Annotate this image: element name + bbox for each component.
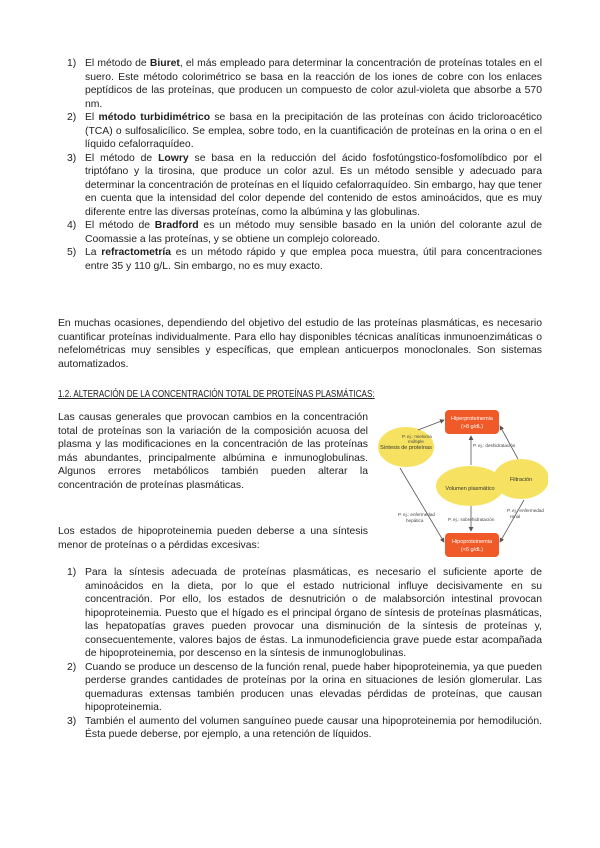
- hypoproteinemia-box: [445, 533, 499, 557]
- note-liver-disease-2: hepática: [406, 518, 424, 523]
- list-item: 3) El método de Lowry se basa en la reducción del ácido fosfotúngstico-fosfomolíbdico por el triptófano y la tirosina, que produce un color azul. Es un método sensible y adecuado para determinar la concentración de proteínas en el líquido cefalorraquídeo. Sin embargo, hay que tener en cuenta que la intensidad del color depende del contenido de estos aminoácidos, que es muy diferente entre las diversas proteínas, como la albúmina y las globulinas.: [67, 152, 542, 218]
- note-multiple-myeloma-2: múltiple: [408, 439, 424, 444]
- hypoproteinemia-range: (<6 g/dL): [460, 547, 484, 553]
- paragraph-individual-quantification: En muchas ocasiones, dependiendo del objetivo del estudio de las proteínas plasmáticas, es necesario cuantificar proteínas individualmente. Para ello hay disponibles técnicas analíticas inmunoenzimáticas o nefelométricas muy sensibles y específicas, que emplean anticuerpos monoclonales. Son sistemas automatizados.: [58, 318, 542, 370]
- diagram-svg: [378, 402, 548, 562]
- hyperproteinemia-range: (>8 g/dL): [460, 424, 484, 430]
- list-item: 3) También el aumento del volumen sanguíneo puede causar una hipoproteinemia por hemodilución. Ésta puede deberse, por ejemplo, a una retención de líquidos.: [67, 715, 542, 740]
- plasma-volume-label: Volumen plasmático: [445, 486, 495, 492]
- note-renal-disease-2: renal: [510, 514, 521, 519]
- list-item: 4) El método de Bradford es un método muy sensible basado en la unión del colorante azul de Coomassie a las proteínas, y se obtiene un complejo coloreado.: [67, 220, 543, 245]
- note-multiple-myeloma: P. ej.: mieloma: [402, 434, 432, 439]
- note-overhydration: P. ej.: sobrehidratación: [448, 517, 495, 522]
- list-item: 5) La refractometría es un método rápido y que emplea poca muestra, útil para concentraciones entre 35 y 110 g/L. Sin embargo, no es muy exacto.: [67, 247, 542, 272]
- paragraph-hypoproteinemia-intro: Los estados de hipoproteinemia pueden deberse a una síntesis menor de proteínas o a pérdidas excesivas:: [58, 526, 368, 551]
- hypoproteinemia-label: Hipoproteinemia: [451, 539, 493, 545]
- note-dehydration: P. ej.: deshidratación: [473, 443, 516, 448]
- hyperproteinemia-box: [445, 410, 499, 434]
- hypoproteinemia-causes-list: [57, 566, 542, 742]
- arrow-filtration-to-hypo: [500, 500, 524, 542]
- arrow-synthesis-to-hypo: [400, 468, 444, 542]
- synthesis-label: Síntesis de proteínas: [380, 445, 432, 451]
- list-item: 1) Para la síntesis adecuada de proteínas plasmáticas, es necesario el suficiente aporte de aminoácidos en la dieta, por lo que el estado nutricional influye decisivamente en su concentración. Por ello, los estados de desnutrición o de malabsorción intestinal provocan hipoproteinemia. Puesto que el hígado es el principal órgano de síntesis de proteínas plasmáticas, las hepatopatías graves pueden provocar una disminución de la síntesis de proteínas y, consecuentemente, valores bajos de éstas. La inmunodeficiencia grave puede estar acompañada de hipoproteinemia, por descenso en la síntesis de inmunoglobulinas.: [67, 567, 542, 659]
- list-item: 2) Cuando se produce un descenso de la función renal, puede haber hipoproteinemia, ya que pueden perderse grandes cantidades de proteínas por la orina en situaciones de lesión glomerular. Las quemaduras extensas también producen unas elevadas pérdidas de proteínas, que causan hipoproteinemia.: [67, 661, 542, 713]
- list-item: 2) El método turbidimétrico se basa en la precipitación de las proteínas con ácido tricloroacético (TCA) o sulfosalicílico. Se emplea, sobre todo, en la cuantificación de proteínas en la orina o en el líquido cefalorraquídeo.: [67, 112, 542, 150]
- section-heading: 1.2. ALTERACIÓN DE LA CONCENTRACIÓN TOTAL DE PROTEÍNAS PLASMÁTICAS:: [58, 389, 375, 400]
- paragraph-general-causes: Las causas generales que provocan cambios en la concentración total de proteínas son la variación de la composición acuosa del plasma y las modificaciones en la concentración de las proteínas más abundantes, principalmente albúmina e inmunoglobulinas. Algunos errores metabólicos también pueden alterar la concentración de proteínas plasmáticas.: [58, 412, 368, 491]
- filtration-label: Filtración: [509, 477, 533, 483]
- note-liver-disease: P. ej.: enfermedad: [398, 512, 435, 517]
- methods-list: [57, 57, 542, 273]
- list-item: 1) El método de Biuret, el más empleado para determinar la concentración de proteínas totales en el suero. Este método colorimétrico se basa en la reacción de los iones de cobre con los enlaces peptídicos de las proteínas, que producen un compuesto de color azul-violeta que absorbe a 570 nm.: [67, 58, 543, 110]
- hyperproteinemia-label: Hiperproteinemia: [451, 416, 493, 422]
- note-renal-disease: P. ej.: enfermedad: [507, 508, 544, 513]
- protein-concentration-diagram: [378, 402, 548, 562]
- arrow-synthesis-to-hyper: [418, 420, 444, 430]
